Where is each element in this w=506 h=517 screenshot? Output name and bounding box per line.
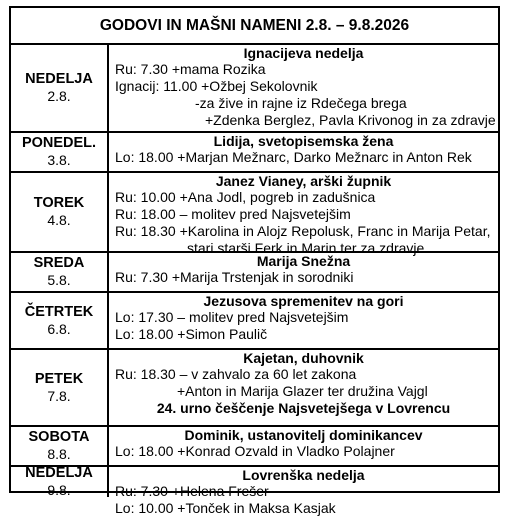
mass-intention: Ru: 18.00 – molitev pred Najsvetejšim <box>115 206 351 222</box>
day-name: NEDELJA <box>25 71 93 87</box>
day-date: 8.8. <box>47 446 71 462</box>
day-date: 5.8. <box>47 272 71 288</box>
day-date: 9.8. <box>47 482 71 498</box>
feast-name: Jezusova spremenitev na gori <box>203 293 404 309</box>
day-date: 7.8. <box>47 387 71 404</box>
day-cell <box>11 133 109 171</box>
day-name: SREDA <box>33 255 85 271</box>
day-cell <box>11 467 109 497</box>
day-name: PETEK <box>34 370 84 387</box>
mass-intention: +Anton in Marija Glazer ter družina Vajgl <box>177 383 428 399</box>
intentions-cell <box>109 253 498 291</box>
mass-intention: Ru: 10.00 +Ana Jodl, pogreb in zadušnica <box>115 189 376 205</box>
intentions-cell <box>109 133 498 171</box>
day-name: TOREK <box>33 195 85 211</box>
day-date: 3.8. <box>47 152 71 168</box>
mass-intention: -za žive in rajne iz Rdečega brega <box>195 95 407 111</box>
feast-name: Lovrenška nedelja <box>242 467 365 483</box>
day-cell <box>11 350 109 425</box>
day-row <box>11 425 498 465</box>
schedule-table <box>9 6 500 516</box>
mass-intention: Lo: 17.30 – molitev pred Najsvetejšim <box>115 309 349 325</box>
day-row <box>11 348 498 425</box>
mass-intention: Ru: 7.30 +Helena Frešer <box>115 483 269 499</box>
intentions-cell <box>109 350 498 425</box>
mass-intention: Ru: 18.30 – v zahvalo za 60 let zakona <box>115 366 357 382</box>
day-date: 6.8. <box>47 320 71 337</box>
day-cell <box>11 173 109 251</box>
mass-intention: Ru: 7.30 +Marija Trstenjak in sorodniki <box>115 269 354 285</box>
announcement-line: 24. urno češčenje Najsvetejšega v Lovrencu <box>156 400 451 416</box>
day-row <box>11 251 498 291</box>
day-cell <box>11 293 109 348</box>
mass-intention: +Zdenka Berglez, Pavla Krivonog in za zdravje <box>205 112 496 128</box>
feast-name: Janez Vianey, arški župnik <box>215 173 392 189</box>
mass-intention: Ru: 18.30 +Karolina in Alojz Repolusk, Franc in Marija Petar, <box>115 223 491 239</box>
mass-intention: Lo: 18.00 +Marjan Mežnarc, Darko Mežnarc in Anton Rek <box>115 149 472 165</box>
day-row <box>11 465 498 516</box>
feast-name: Kajetan, duhovnik <box>243 350 364 366</box>
mass-intention: Ru: 7.30 +mama Rozika <box>115 61 266 77</box>
day-name: NEDELJA <box>25 465 93 481</box>
day-name: ČETRTEK <box>24 303 94 320</box>
mass-intention: Lo: 18.00 +Konrad Ozvald in Vladko Polajner <box>115 443 395 459</box>
day-date: 4.8. <box>47 212 71 228</box>
day-date: 2.8. <box>47 88 71 104</box>
intentions-cell <box>109 293 498 348</box>
day-row <box>11 131 498 171</box>
feast-name: Ignacijeva nedelja <box>243 45 364 61</box>
intentions-cell <box>109 173 498 256</box>
mass-intention: Ignacij: 11.00 +Ožbej Sekolovnik <box>115 78 318 94</box>
feast-name: Marija Snežna <box>256 253 351 269</box>
feast-name: Lidija, svetopisemska žena <box>213 133 394 149</box>
mass-intention: Lo: 18.00 +Simon Paulič <box>115 326 268 342</box>
day-cell <box>11 427 109 465</box>
intentions-cell <box>109 45 498 131</box>
intentions-cell <box>109 467 498 516</box>
day-cell <box>11 45 109 131</box>
day-name: SOBOTA <box>28 429 90 445</box>
mass-intention: stari starši Ferk in Marin ter za zdravje <box>187 240 425 256</box>
intentions-cell <box>109 427 498 465</box>
feast-name: Dominik, ustanovitelj dominikancev <box>184 427 423 443</box>
day-row <box>11 291 498 348</box>
day-row <box>11 171 498 256</box>
day-name: PONEDEL. <box>21 135 97 151</box>
day-row <box>11 43 498 131</box>
mass-intention: Lo: 10.00 +Tonček in Maksa Kasjak <box>115 500 336 516</box>
page-title: GODOVI IN MAŠNI NAMENI 2.8. – 9.8.2026 <box>99 17 410 34</box>
day-cell <box>11 253 109 291</box>
